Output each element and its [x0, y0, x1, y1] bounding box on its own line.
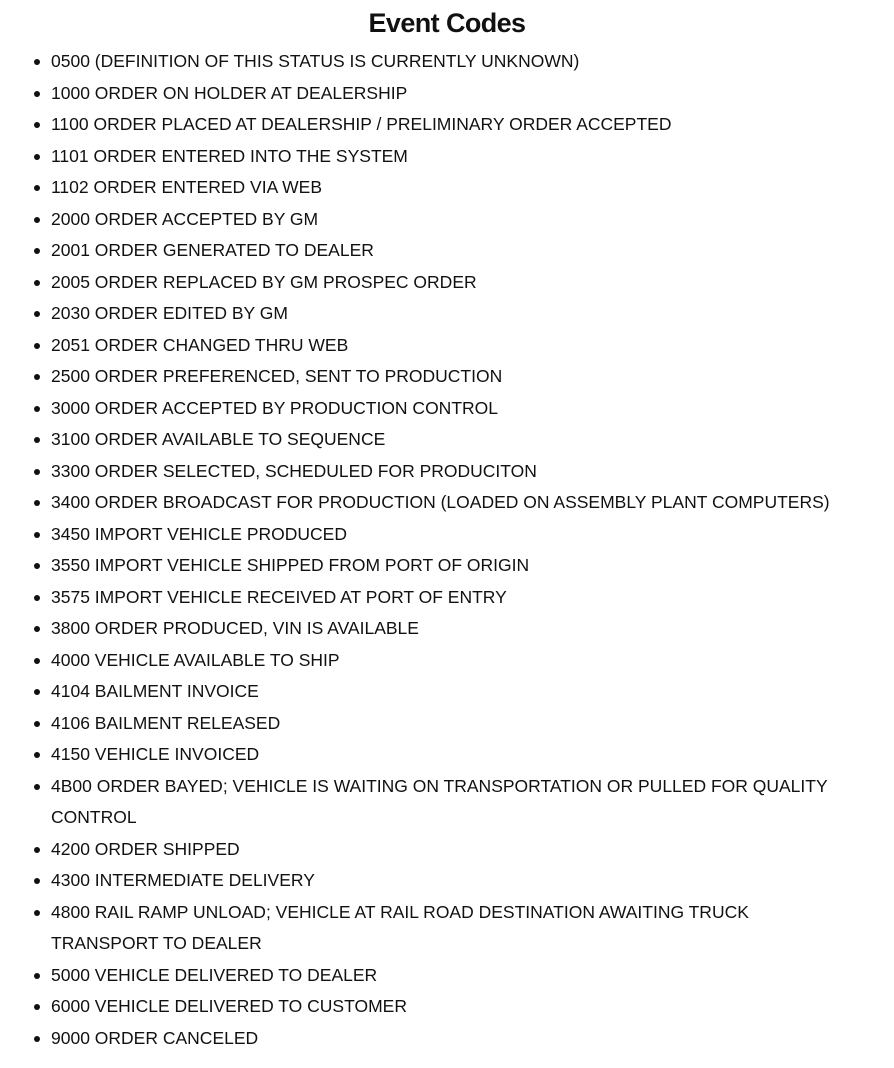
event-code-text: 4104 BAILMENT INVOICE: [51, 681, 259, 701]
event-code-text: 2051 ORDER CHANGED THRU WEB: [51, 334, 349, 355]
event-code-item: [51, 141, 842, 173]
event-code-text: 4800 RAIL RAMP UNLOAD; VEHICLE AT RAIL ROAD DESTINATION AWAITING TRUCK TRANSPORT TO DEALER: [51, 901, 749, 953]
event-code-text: 4000 VEHICLE AVAILABLE TO SHIP: [51, 649, 340, 670]
bullet-icon: [34, 185, 40, 191]
event-code-item: [51, 834, 842, 866]
event-code-text: 5000 VEHICLE DELIVERED TO DEALER: [51, 964, 378, 985]
event-code-text: 3100 ORDER AVAILABLE TO SEQUENCE: [51, 429, 386, 449]
event-code-item: [51, 960, 842, 992]
event-code-item: [51, 204, 842, 236]
event-code-item: [51, 330, 842, 362]
event-code-item: [51, 613, 842, 645]
bullet-icon: [34, 910, 40, 916]
bullet-icon: [34, 1004, 40, 1010]
event-code-item: [51, 991, 842, 1023]
event-code-item: [51, 393, 842, 425]
bullet-icon: [34, 878, 40, 884]
event-code-item: [51, 645, 842, 677]
bullet-icon: [34, 500, 40, 506]
bullet-icon: [34, 532, 40, 538]
event-code-item: [51, 456, 842, 488]
event-code-text: 1101 ORDER ENTERED INTO THE SYSTEM: [51, 145, 408, 166]
bullet-icon: [34, 1036, 40, 1042]
event-code-list: [0, 46, 894, 1054]
bullet-icon: [34, 752, 40, 758]
event-code-item: [51, 676, 842, 708]
event-code-text: 2030 ORDER EDITED BY GM: [51, 303, 288, 323]
bullet-icon: [34, 847, 40, 853]
event-code-text: 3450 IMPORT VEHICLE PRODUCED: [51, 523, 347, 544]
event-code-text: 0500 (DEFINITION OF THIS STATUS IS CURRENTLY UNKNOWN): [51, 51, 580, 71]
event-code-item: [51, 487, 842, 519]
bullet-icon: [34, 122, 40, 128]
bullet-icon: [34, 658, 40, 664]
event-code-item: [51, 550, 842, 582]
bullet-icon: [34, 469, 40, 475]
event-code-text: 2000 ORDER ACCEPTED BY GM: [51, 208, 319, 229]
event-code-text: 2001 ORDER GENERATED TO DEALER: [51, 240, 374, 260]
bullet-icon: [34, 343, 40, 349]
bullet-icon: [34, 374, 40, 380]
bullet-icon: [34, 59, 40, 65]
event-code-text: 3800 ORDER PRODUCED, VIN IS AVAILABLE: [51, 618, 419, 638]
bullet-icon: [34, 91, 40, 97]
bullet-icon: [34, 248, 40, 254]
event-code-item: [51, 424, 842, 456]
event-code-item: [51, 46, 842, 78]
page-title: Event Codes: [368, 8, 526, 38]
event-code-item: [51, 235, 842, 267]
event-code-item: [51, 298, 842, 330]
bullet-icon: [34, 217, 40, 223]
event-code-text: 1000 ORDER ON HOLDER AT DEALERSHIP: [51, 82, 408, 103]
event-code-text: 4300 INTERMEDIATE DELIVERY: [51, 870, 315, 890]
bullet-icon: [34, 311, 40, 317]
event-code-text: 1102 ORDER ENTERED VIA WEB: [51, 177, 323, 197]
event-code-text: 4150 VEHICLE INVOICED: [51, 744, 260, 764]
bullet-icon: [34, 563, 40, 569]
event-code-item: [51, 361, 842, 393]
event-code-item: [51, 109, 842, 141]
event-code-item: [51, 582, 842, 614]
event-code-text: 3400 ORDER BROADCAST FOR PRODUCTION (LOADED ON ASSEMBLY PLANT COMPUTERS): [51, 492, 830, 512]
event-code-text: 3000 ORDER ACCEPTED BY PRODUCTION CONTROL: [51, 397, 498, 418]
bullet-icon: [34, 406, 40, 412]
event-code-item: [51, 865, 842, 897]
bullet-icon: [34, 280, 40, 286]
bullet-icon: [34, 689, 40, 695]
event-code-text: 3550 IMPORT VEHICLE SHIPPED FROM PORT OF ORIGIN: [51, 555, 530, 575]
event-code-item: [51, 739, 842, 771]
bullet-icon: [34, 784, 40, 790]
event-code-text: 1100 ORDER PLACED AT DEALERSHIP / PRELIMINARY ORDER ACCEPTED: [51, 114, 672, 134]
bullet-icon: [34, 154, 40, 160]
event-code-item: [51, 78, 842, 110]
event-code-text: 9000 ORDER CANCELED: [51, 1027, 259, 1048]
event-code-text: 4106 BAILMENT RELEASED: [51, 712, 281, 733]
event-code-item: [51, 708, 842, 740]
event-code-text: 3575 IMPORT VEHICLE RECEIVED AT PORT OF ENTRY: [51, 586, 507, 607]
bullet-icon: [34, 437, 40, 443]
event-code-text: 6000 VEHICLE DELIVERED TO CUSTOMER: [51, 996, 407, 1016]
event-code-text: 4B00 ORDER BAYED; VEHICLE IS WAITING ON TRANSPORTATION OR PULLED FOR QUALITY CONTROL: [51, 775, 828, 827]
event-code-text: 4200 ORDER SHIPPED: [51, 838, 240, 859]
event-code-item: [51, 771, 842, 834]
event-code-item: [51, 897, 842, 960]
event-code-item: [51, 519, 842, 551]
bullet-icon: [34, 973, 40, 979]
event-code-text: 2500 ORDER PREFERENCED, SENT TO PRODUCTION: [51, 366, 503, 386]
event-code-item: [51, 1023, 842, 1055]
event-code-text: 3300 ORDER SELECTED, SCHEDULED FOR PRODUCITON: [51, 460, 537, 481]
bullet-icon: [34, 626, 40, 632]
event-code-item: [51, 172, 842, 204]
bullet-icon: [34, 595, 40, 601]
event-code-text: 2005 ORDER REPLACED BY GM PROSPEC ORDER: [51, 271, 477, 292]
bullet-icon: [34, 721, 40, 727]
event-code-item: [51, 267, 842, 299]
